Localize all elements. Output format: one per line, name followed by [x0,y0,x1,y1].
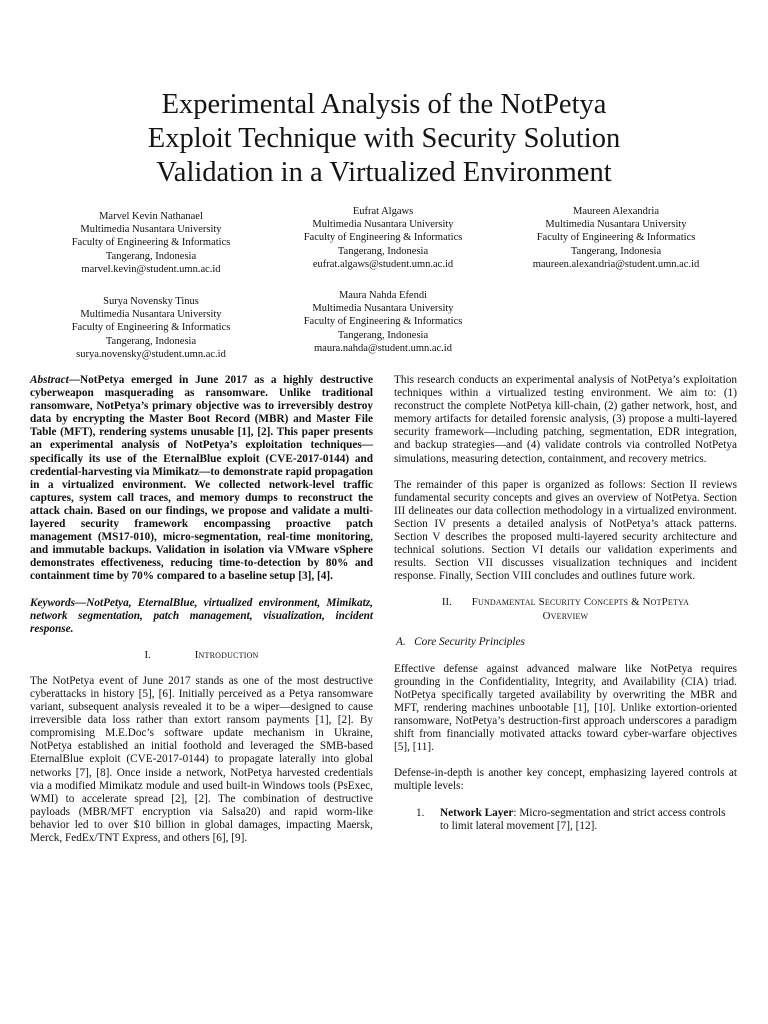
list-number: 1. [416,806,425,819]
abstract-dash: — [68,374,81,386]
section-title-line-2: Overview [542,609,589,622]
author-block [46,210,256,276]
list-term: Network Layer [440,806,514,819]
author-university: Multimedia Nusantara University [80,224,222,236]
list-description: : Micro-segmentation and strict access controls to limit lateral movement [7], [12]. [440,806,726,832]
author-city: Tangerang, Indonesia [105,250,197,262]
author-email[interactable]: maura.nahda@student.umn.ac.id [314,342,452,354]
title-line-1: Experimental Analysis of the NotPetya [161,89,607,120]
author-faculty: Faculty of Engineering & Informatics [71,237,231,249]
section-heading-fundamentals [394,596,737,622]
author-email[interactable]: maureen.alexandria@student.umn.ac.id [532,258,700,270]
author-university: Multimedia Nusantara University [545,219,687,231]
author-name: Maura Nahda Efendi [338,290,428,301]
title-line-2: Exploit Technique with Security Solution [147,123,621,154]
author-faculty: Faculty of Engineering & Informatics [71,322,231,334]
author-name: Marvel Kevin Nathanael [99,211,203,222]
author-city: Tangerang, Indonesia [105,335,197,347]
body-paragraph: The remainder of this paper is organized as follows: Section II reviews fundamental security concepts and gives an overview of NotPetya. Section III delineates our data collection methodology in a virtualized environment. Section IV presents a detailed analysis of NotPetya’s attack patterns. Section V describes the proposed multi-layered security architecture and technical solutions. Section VI details our validation experiments and results. Section VII discusses visualization techniques and incident response. Finally, Section VIII concludes and outlines future work. [394,478,737,583]
abstract-label: Abstract [30,374,69,386]
author-faculty: Faculty of Engineering & Informatics [303,232,463,244]
author-faculty: Faculty of Engineering & Informatics [303,316,463,328]
author-email[interactable]: marvel.kevin@student.umn.ac.id [81,263,221,275]
author-city: Tangerang, Indonesia [337,329,429,341]
section-number: II. [441,596,452,609]
author-name: Maureen Alexandria [572,206,659,217]
author-city: Tangerang, Indonesia [570,245,662,257]
body-paragraph: Effective defense against advanced malware like NotPetya requires grounding in the Confidentiality, Integrity, and Availability (CIA) triad. NotPetya specifically targeted availability by overwriting the MBR and MFT, rendering machines unbootable [1], [10]. Unlike extortion-oriented ransomware, NotPetya’s destruction-first approach underscores a paradigm shift from financially motivated attacks toward cyber-warfare objectives [5], [11]. [394,662,737,754]
author-university: Multimedia Nusantara University [80,309,222,321]
body-paragraph: Defense-in-depth is another key concept, emphasizing layered controls at multiple levels: [394,767,737,793]
abstract [30,374,373,584]
keywords-label: Keywords [30,596,75,609]
author-block [46,295,256,361]
author-faculty: Faculty of Engineering & Informatics [536,232,696,244]
keywords-text: NotPetya, EternalBlue, virtualized environment, Mimikatz, network segmentation, patch management, visualization, incident response. [30,596,373,635]
author-city: Tangerang, Indonesia [337,245,429,257]
author-block [278,289,488,355]
subsection-heading: A. Core Security Principles [396,635,525,648]
keywords-dash: — [75,596,87,609]
body-paragraph: This research conducts an experimental analysis of NotPetya’s exploitation techniques within a virtualized testing environment. We aim to: (1) reconstruct the complete NotPetya kill-chain, (2) gather network, host, and memory artifacts for detailed forensic analysis, (3) propose a multi-layered security framework—including patching, segmentation, EDR integration, and backup strategies—and (4) validate controls via controlled NotPetya simulations, measuring detection, containment, and recovery metrics. [394,374,737,465]
keywords [30,597,373,636]
list-text [440,807,737,833]
author-university: Multimedia Nusantara University [312,219,454,231]
paper-title [40,88,728,190]
list-item [416,807,737,833]
left-column [30,374,373,845]
author-email[interactable]: surya.novensky@student.umn.ac.id [76,348,226,360]
section-number: I. [144,648,151,661]
section-title: Introduction [194,648,259,661]
author-block [278,205,488,271]
author-block [511,205,721,271]
author-name: Eufrat Algaws [352,206,414,217]
author-email[interactable]: eufrat.algaws@student.umn.ac.id [312,258,454,270]
title-line-3: Validation in a Virtualized Environment [156,157,612,188]
author-university: Multimedia Nusantara University [312,303,454,315]
section-heading-introduction [30,649,373,662]
author-name: Surya Novensky Tinus [103,296,199,307]
abstract-text: NotPetya emerged in June 2017 as a highly destructive cyberweapon masquerading as ransomware. Unlike traditional ransomware, NotPetya’s primary objective was to irreversibly destroy data by encrypting the Master Boot Record (MBR) and Master File Table (MFT), rendering systems unusable [1], [2]. This paper presents an experimental analysis of NotPetya’s exploitation techniques—specifically its use of the EternalBlue exploit (CVE-2017-0144) and credential-harvesting via Mimikatz—to demonstrate rapid propagation in a virtualized environment. We collected network-level traffic captures, system call traces, and memory dumps to reconstruct the attack chain. Based on our findings, we propose and validate a multi-layered security framework encompassing proactive patch management (MS17-010), micro-segmentation, real-time monitoring, and immutable backups. Validation in isolation via VMware vSphere demonstrates effectiveness, reducing time-to-detection by 80% and containment time by 70% compared to a baseline setup [3], [4]. [30,374,373,583]
section-title-line-1: Fundamental Security Concepts & NotPetya [471,596,690,609]
introduction-paragraph: The NotPetya event of June 2017 stands as one of the most destructive cyberattacks in history [5], [6]. Initially perceived as a Petya ransomware variant, subsequent analysis revealed it to be a wiper—designed to cause irreversible data loss rather than extort ransom payments [1], [2]. By compromising M.E.Doc’s software update mechanism in Ukraine, NotPetya established an initial foothold and leveraged the SMB-based EternalBlue exploit (CVE-2017-0144) to propagate laterally into global networks [7], [8]. Once inside a network, NotPetya harvested credentials via a modified Mimikatz module and used built-in Windows tools (PsExec, WMI) to accelerate spread [2], [2]. The combination of destructive payloads (MBR/MFT encryption via Salsa20) and rapid worm-like behavior led to over $10 billion in global damages, impacting Maersk, Merck, FedEx/TNT Express, and others [6], [9]. [30,674,373,844]
right-column [394,374,737,833]
